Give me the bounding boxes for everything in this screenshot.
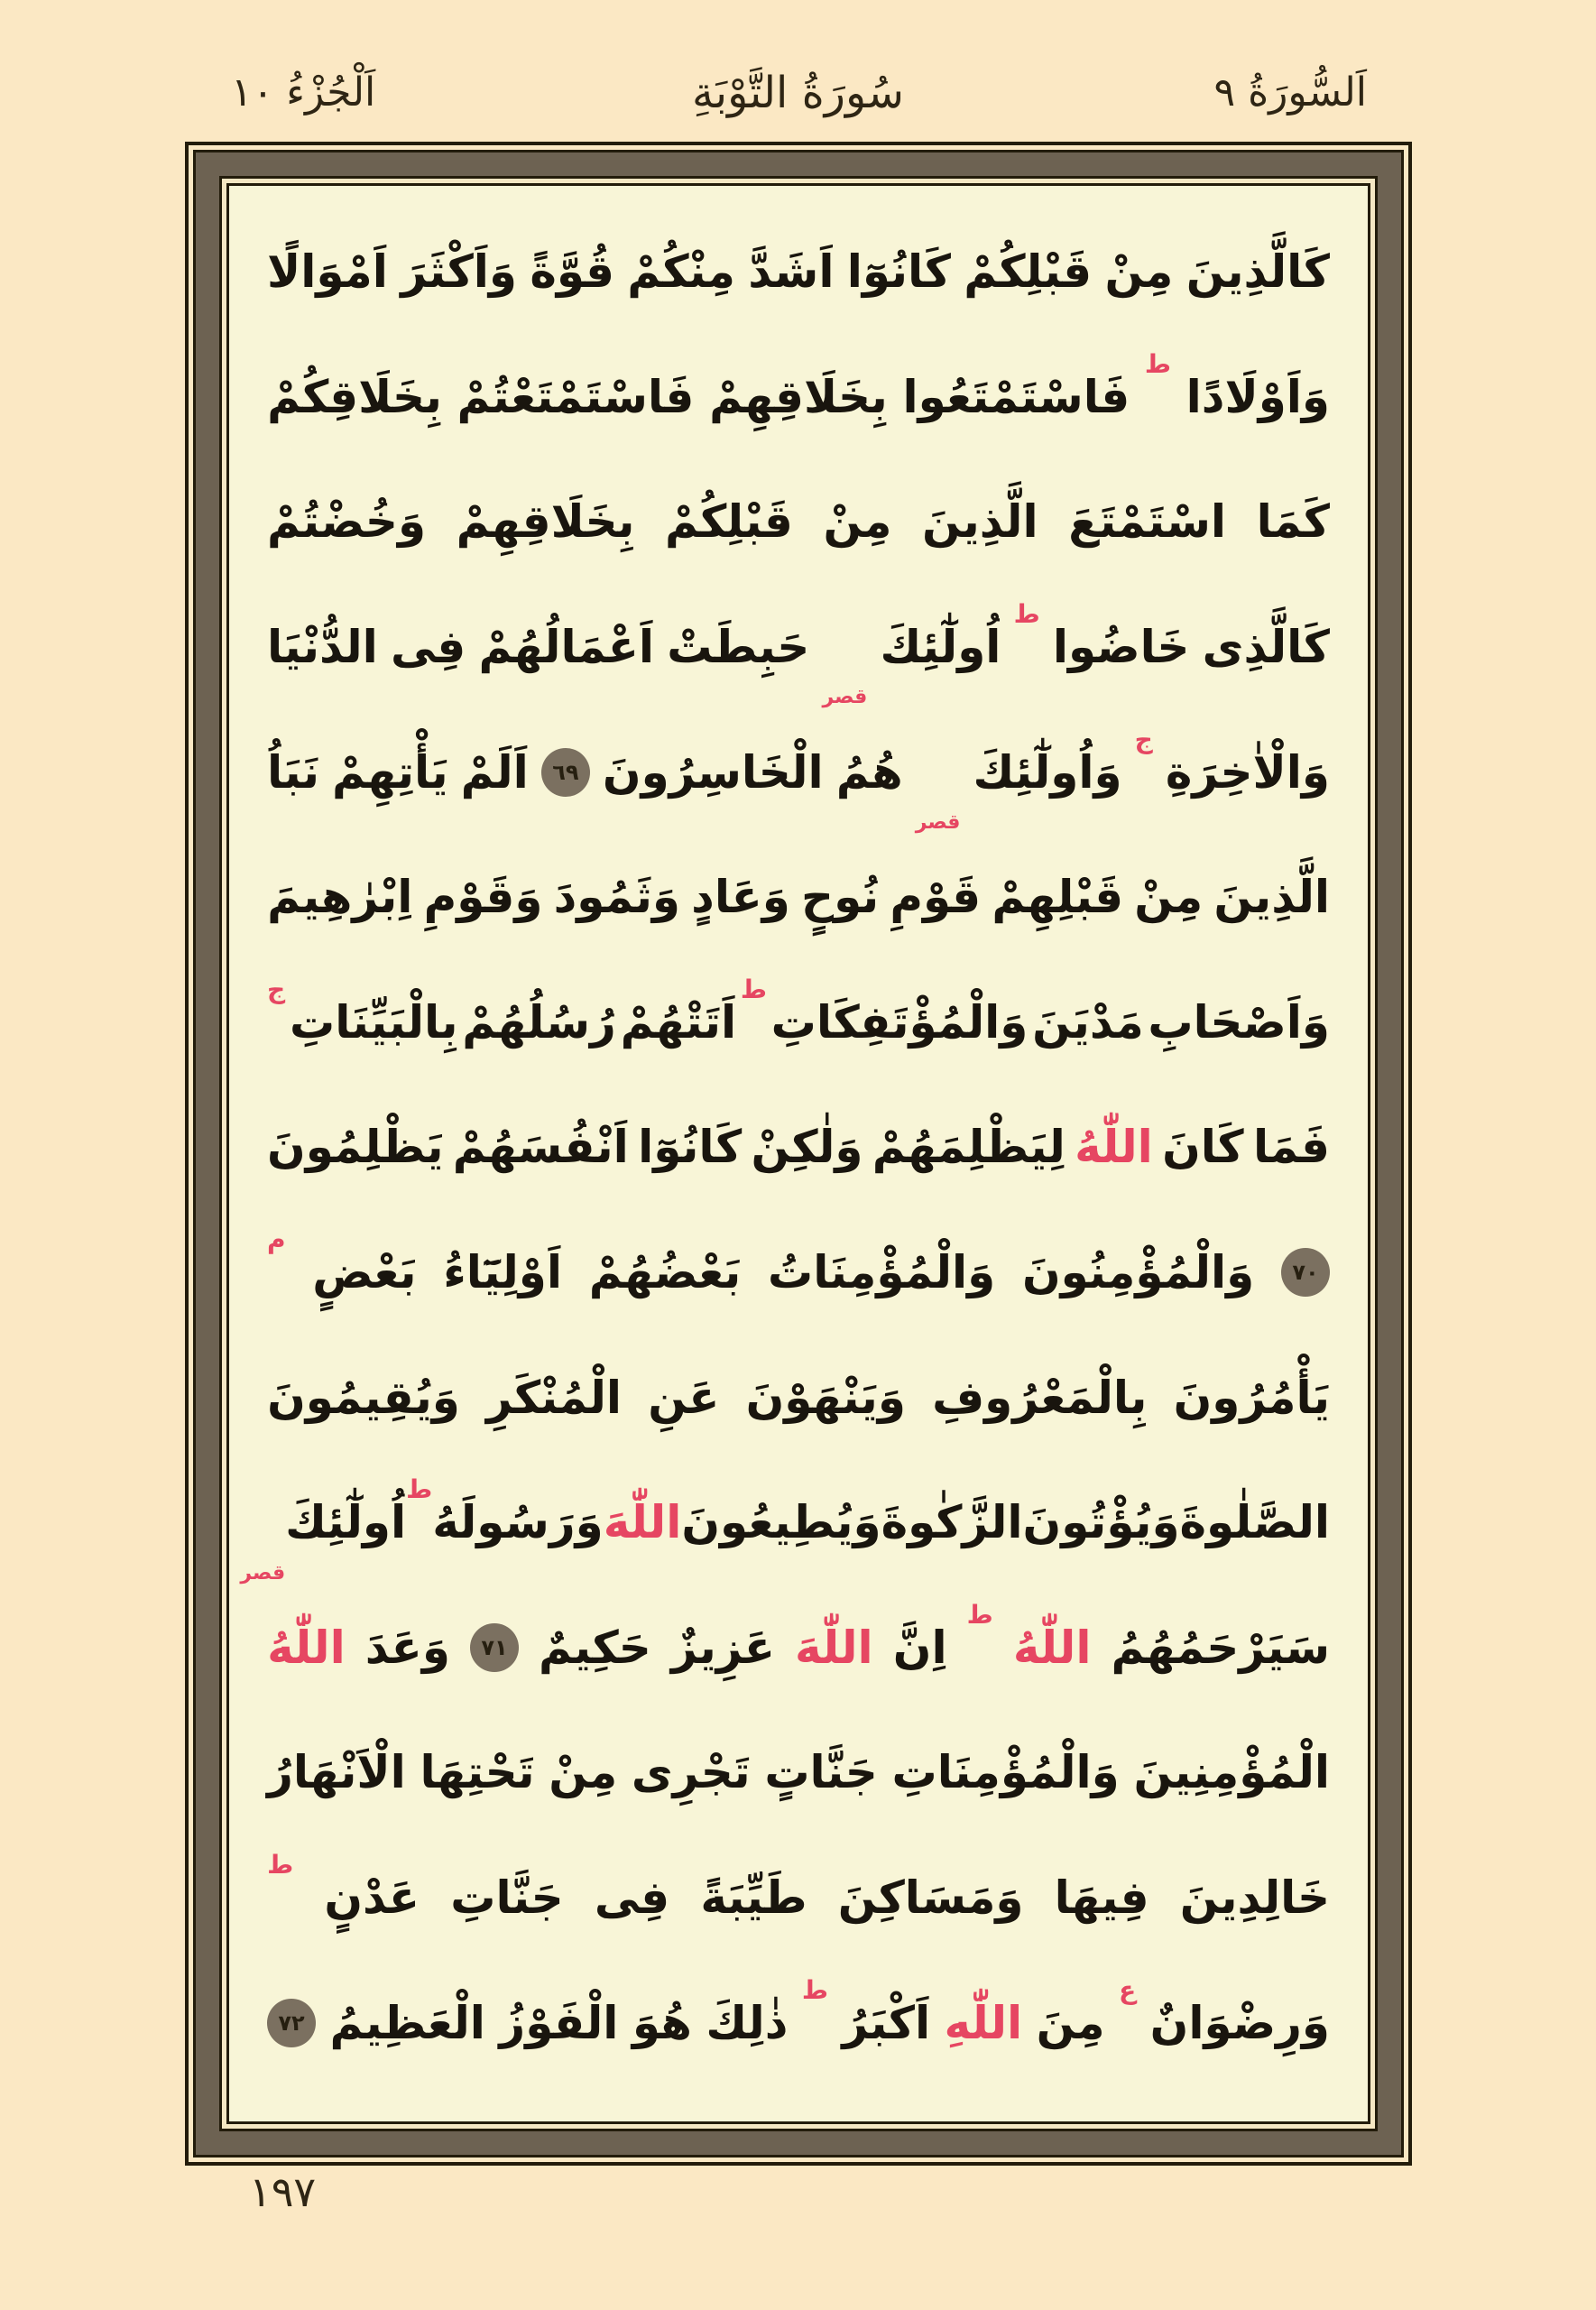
word: وَاَكْثَرَ: [401, 245, 518, 299]
text-line: [267, 1835, 1330, 1961]
word: وَيُؤْتُونَ: [1022, 1496, 1180, 1549]
word: نَبَاُ: [267, 745, 319, 799]
stop-mark: ط: [406, 1474, 433, 1505]
word: الْاَنْهَارُ: [267, 1746, 406, 1799]
word: عَنِ: [648, 1371, 720, 1424]
word: وَلٰكِنْ: [751, 1121, 863, 1174]
text-line: [267, 1710, 1330, 1835]
word: بِخَلَاقِكُمْ: [267, 370, 442, 423]
word: وَيَنْهَوْنَ: [745, 1371, 906, 1424]
word: فِيهَا: [1054, 1871, 1149, 1925]
word: وَمَسَاكِنَ: [837, 1871, 1024, 1925]
word: رُسُلُهُمْ: [462, 995, 616, 1049]
text-line: [267, 960, 1330, 1086]
word: مِنْكُمْ: [627, 245, 735, 299]
word: اِنَّ: [892, 1621, 947, 1674]
word: وَرَسُولَهُ: [432, 1496, 604, 1549]
word: فِى: [390, 621, 466, 674]
word: الْعَظِيمُ: [329, 1996, 485, 2049]
word: قَبْلِكُمْ: [964, 245, 1093, 299]
word: وَالْمُؤْمِنَاتُ: [767, 1246, 996, 1299]
word: قَبْلِهِمْ: [992, 871, 1124, 924]
verse-marker: ٦٩: [541, 748, 590, 797]
page-number: ١٩٧: [249, 2167, 317, 2216]
header-surah-number: اَلسُّورَةُ ٩: [1213, 69, 1367, 116]
qasr-mark: قصر: [240, 1561, 286, 1585]
word: فَمَا: [1252, 1121, 1330, 1174]
word: اَلَمْ: [460, 745, 529, 799]
word: يَظْلِمُونَ: [267, 1121, 444, 1174]
word: اَتَتْهُمْ: [620, 995, 737, 1049]
word: وَالْاٰخِرَةِ: [1165, 745, 1330, 799]
word: اسْتَمْتَعَ: [1068, 495, 1227, 549]
word: بِالْبَيِّنَاتِ: [289, 995, 458, 1049]
word: وَاَوْلَادًا: [1185, 370, 1330, 423]
word: بِخَلَاقِهِمْ: [709, 370, 888, 423]
stop-mark: ط: [740, 974, 767, 1004]
word: اُولٰٓئِكَ: [285, 1496, 407, 1549]
text-line: [267, 1085, 1330, 1210]
verse-marker: ٧٢: [267, 1999, 316, 2047]
word: بِالْمَعْرُوفِ: [932, 1371, 1148, 1424]
word: خَاضُوا: [1052, 621, 1190, 674]
word: وَعَدَ: [364, 1621, 450, 1674]
stop-mark: ط: [1144, 348, 1171, 379]
word: وَالْمُؤْتَفِكَاتِ: [770, 995, 1029, 1049]
word: كَالَّذِينَ: [1185, 245, 1330, 299]
word: كَانُوٓا: [846, 245, 951, 299]
word: كَانُوٓا: [638, 1121, 743, 1174]
word: يَأْتِهِمْ: [332, 745, 448, 799]
text-line: [267, 1210, 1330, 1335]
word: الْمُنْكَرِ: [486, 1371, 623, 1424]
word: الزَّكٰوةَ: [881, 1496, 1023, 1549]
allah-word: اللّٰهَ: [795, 1621, 873, 1674]
word: حَبِطَتْ: [667, 621, 810, 674]
word: وَخُضْتُمْ: [267, 495, 427, 549]
word: كَالَّذِى: [1202, 621, 1330, 674]
word: اَنْفُسَهُمْ: [452, 1121, 629, 1174]
word: وَقَوْمِ: [423, 871, 543, 924]
allah-word: اللّٰهُ: [1075, 1121, 1153, 1174]
word: وَيُطِيعُونَ: [681, 1496, 881, 1549]
word: قَوْمِ: [890, 871, 982, 924]
text-line: [267, 585, 1330, 710]
qasr-mark: قصر: [822, 686, 868, 709]
word: مَدْيَنَ: [1032, 995, 1144, 1049]
word: جَنَّاتِ: [450, 1871, 564, 1925]
text-line: [267, 835, 1330, 960]
word: الَّذِينَ: [922, 495, 1038, 549]
word: وَثَمُودَ: [553, 871, 680, 924]
stop-mark: ط: [267, 1850, 294, 1880]
word: طَيِّبَةً: [700, 1871, 807, 1925]
word: هُوَ: [632, 1996, 692, 2049]
header-juz-label: اَلْجُزْءُ ١٠: [231, 69, 376, 116]
text-area: [226, 183, 1370, 2124]
stop-mark: ط: [1013, 599, 1040, 630]
word: وَالْمُؤْمِنَاتِ: [891, 1746, 1120, 1799]
text-line: [267, 1960, 1330, 2085]
word: اَوْلِيَٓاءُ: [443, 1246, 562, 1299]
word: وَيُقِيمُونَ: [267, 1371, 460, 1424]
word: مِنْ: [1134, 871, 1204, 924]
word: ذٰلِكَ: [706, 1996, 789, 2049]
word: وَاَصْحَابِ: [1148, 995, 1330, 1049]
allah-word: اللّٰهِ: [944, 1996, 1023, 2049]
word: وَرِضْوَانٌ: [1149, 1996, 1330, 2049]
qasr-mark: قصر: [915, 810, 961, 834]
word: اَمْوَالًا: [267, 245, 388, 299]
header-surah-title: سُورَةُ التَّوْبَةِ: [692, 68, 904, 118]
word: لِيَظْلِمَهُمْ: [872, 1121, 1066, 1174]
word: جَنَّاتٍ: [764, 1746, 878, 1799]
word: هُمُ: [835, 745, 903, 799]
allah-word: اللّٰهُ: [1012, 1621, 1092, 1674]
verse-marker: ٧١: [470, 1623, 519, 1672]
stop-mark: ع: [1119, 1974, 1137, 2005]
word: تَحْتِهَا: [420, 1746, 535, 1799]
word: اَكْبَرُ: [842, 1996, 931, 2049]
word: الْخَاسِرُونَ: [602, 745, 824, 799]
word: سَيَرْحَمُهُمُ: [1111, 1621, 1330, 1674]
word: وَاُولٰٓئِكَ: [973, 745, 1122, 799]
text-line: [267, 459, 1330, 585]
word: بِخَلَاقِهِمْ: [456, 495, 635, 549]
text-line: [267, 1585, 1330, 1711]
word: اَعْمَالُهُمْ: [478, 621, 655, 674]
stop-mark: ج: [267, 974, 286, 1004]
stop-mark: م: [267, 1224, 286, 1255]
verse-marker: ٧٠: [1281, 1248, 1330, 1297]
allah-word: اللّٰهَ: [603, 1496, 682, 1549]
frame-gap: [219, 176, 1378, 2131]
word: كَانَ: [1162, 1121, 1244, 1174]
word: فِى: [594, 1871, 670, 1925]
word: مِنَ: [1036, 1996, 1105, 2049]
text-line: [267, 209, 1330, 335]
word: الدُّنْيَا: [267, 621, 378, 674]
text-line: [240, 1460, 1330, 1585]
word: تَجْرِى: [631, 1746, 751, 1799]
word: قَبْلِكُمْ: [664, 495, 793, 549]
word: نُوحٍ: [801, 871, 880, 924]
word: قُوَّةً: [530, 245, 614, 299]
word: اُولٰٓئِكَ: [880, 621, 1001, 674]
stop-mark: ج: [1134, 724, 1153, 754]
word: يَأْمُرُونَ: [1173, 1371, 1330, 1424]
word: كَمَا: [1256, 495, 1330, 549]
word: عَزِيزٌ: [670, 1621, 775, 1674]
word: وَالْمُؤْمِنُونَ: [1021, 1246, 1255, 1299]
word: وَعَادٍ: [691, 871, 790, 924]
word: الَّذِينَ: [1213, 871, 1330, 924]
word: بَعْضُهُمْ: [588, 1246, 742, 1299]
word: اَشَدَّ: [748, 245, 835, 299]
word: الْمُؤْمِنِينَ: [1133, 1746, 1330, 1799]
frame-band: [193, 150, 1404, 2158]
text-line: [267, 335, 1330, 460]
stop-mark: ط: [801, 1974, 828, 2005]
text-line: [267, 1335, 1330, 1460]
word: حَكِيمٌ: [539, 1621, 651, 1674]
word: عَدْنٍ: [324, 1871, 420, 1925]
word: اِبْرٰهِيمَ: [267, 871, 413, 924]
word: الصَّلٰوةَ: [1179, 1496, 1330, 1549]
word: مِنْ: [549, 1746, 618, 1799]
page-frame: [185, 142, 1412, 2166]
word: الْفَوْزُ: [499, 1996, 619, 2049]
allah-word: اللّٰهُ: [267, 1621, 346, 1674]
word: مِنْ: [823, 495, 892, 549]
word: بَعْضٍ: [312, 1246, 417, 1299]
word: خَالِدِينَ: [1179, 1871, 1330, 1925]
word: فَاسْتَمْتَعُوا: [902, 370, 1130, 423]
stop-mark: ط: [966, 1599, 993, 1630]
text-line: [267, 709, 1330, 835]
word: فَاسْتَمْتَعْتُمْ: [457, 370, 695, 423]
word: مِنْ: [1104, 245, 1174, 299]
